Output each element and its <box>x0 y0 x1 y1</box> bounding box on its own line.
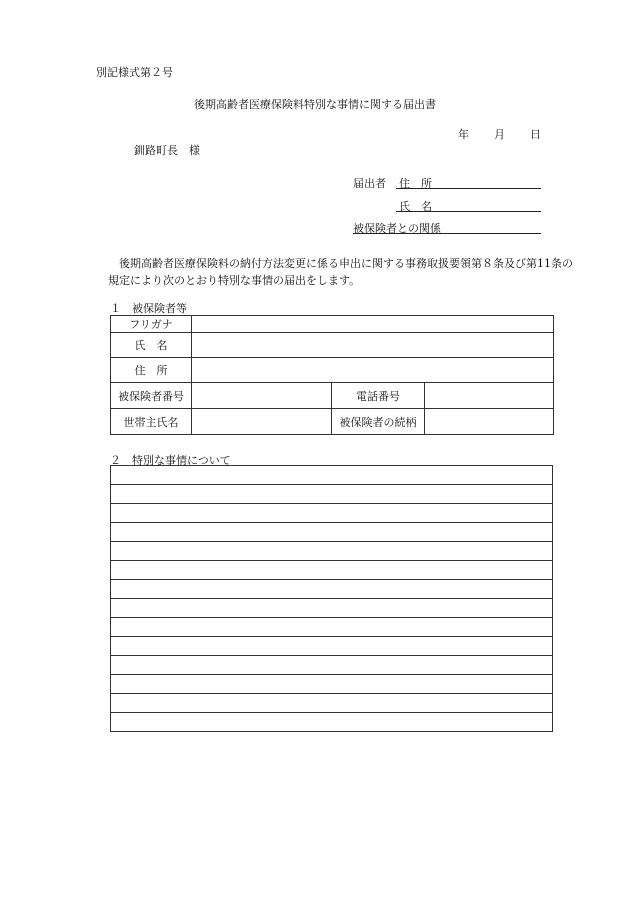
phone-label: 電話番号 <box>332 383 425 409</box>
address-label: 住 所 <box>111 358 192 383</box>
insured-number-field[interactable] <box>192 383 332 409</box>
applicant-address-line[interactable] <box>396 188 541 189</box>
details-line[interactable] <box>111 713 553 732</box>
form-number: 別記様式第２号 <box>96 66 173 79</box>
details-line[interactable] <box>111 466 553 485</box>
details-line[interactable] <box>111 675 553 694</box>
addressee: 釧路町長 様 <box>134 144 200 157</box>
date-month-label: 月 <box>494 128 505 141</box>
details-line[interactable] <box>111 599 553 618</box>
address-field[interactable] <box>192 358 554 383</box>
details-line[interactable] <box>111 637 553 656</box>
name-field[interactable] <box>192 333 554 358</box>
date-day-label: 日 <box>530 128 541 141</box>
section2-heading: ２ 特別な事情について <box>110 454 231 467</box>
details-line[interactable] <box>111 694 553 713</box>
applicant-relationship-label: 被保険者との関係 <box>353 222 441 235</box>
applicant-name-line[interactable] <box>396 211 541 212</box>
section1-heading: １ 被保険者等 <box>110 302 187 315</box>
body-text: 後期高齢者医療保険料の納付方法変更に係る申出に関する事務取扱要領第８条及び第11条の規定により次のとおり特別な事情の届出をします。 <box>108 257 573 287</box>
insured-number-label: 被保険者番号 <box>111 383 192 409</box>
details-line[interactable] <box>111 656 553 675</box>
phone-field[interactable] <box>425 383 554 409</box>
applicant-address-label: 住 所 <box>399 177 432 190</box>
details-line[interactable] <box>111 504 553 523</box>
insured-person-table <box>110 315 554 435</box>
relation-field[interactable] <box>425 409 554 435</box>
document-title: 後期高齢者医療保険料特別な事情に関する届出書 <box>194 98 436 111</box>
relation-label: 被保険者の続柄 <box>332 409 425 435</box>
householder-field[interactable] <box>192 409 332 435</box>
details-line[interactable] <box>111 542 553 561</box>
date-year-label: 年 <box>458 128 469 141</box>
applicant-relationship-line[interactable] <box>353 233 541 234</box>
details-line[interactable] <box>111 485 553 504</box>
applicant-label: 届出者 <box>353 177 386 190</box>
name-label: 氏 名 <box>111 333 192 358</box>
furigana-label: フリガナ <box>111 316 192 333</box>
details-line[interactable] <box>111 561 553 580</box>
special-circumstances-table <box>110 465 553 732</box>
date-line <box>458 126 541 142</box>
householder-label: 世帯主氏名 <box>111 409 192 435</box>
applicant-name-label: 氏 名 <box>399 200 432 213</box>
furigana-field[interactable] <box>192 316 554 333</box>
details-line[interactable] <box>111 523 553 542</box>
details-line[interactable] <box>111 580 553 599</box>
details-line[interactable] <box>111 618 553 637</box>
